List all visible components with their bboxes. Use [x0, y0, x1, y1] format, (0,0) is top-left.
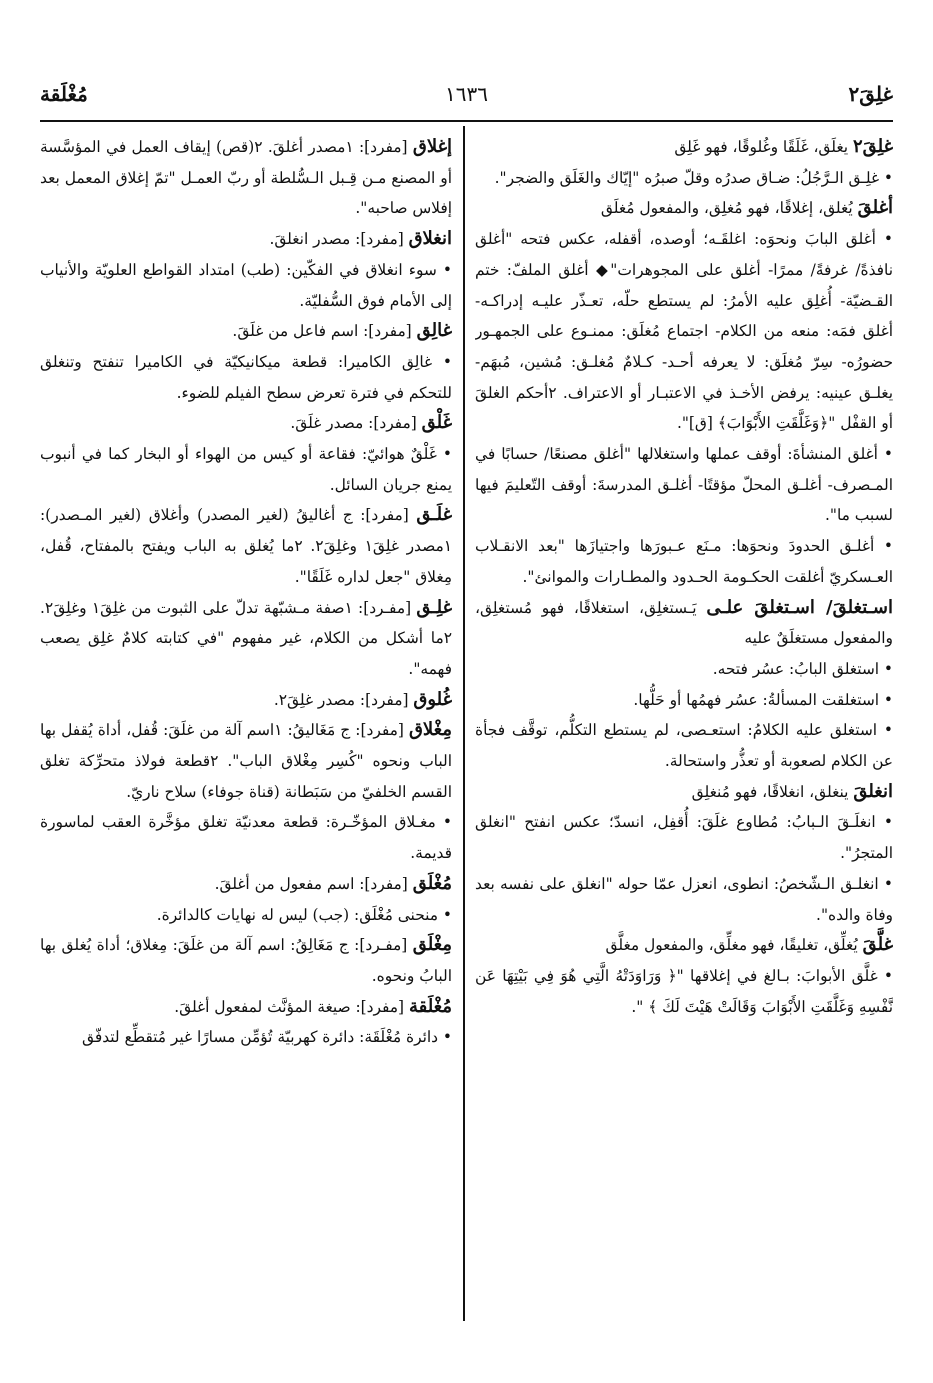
entry-text: [مفـرد]: ١صفة مـشبّهة تدلّ على الثبوت من غلِقَ١ وغلِقَ٢. ٢ما أشكل من الكلام، غير مفهوم "في كتابته كلامٌ غلِق يصعب فهمه". — [40, 598, 452, 678]
dictionary-entry — [475, 777, 893, 808]
entry-text: [مفرد]: مصدر انغلقَ. — [269, 230, 409, 249]
header-rule — [40, 120, 893, 122]
entry-text: • غلِـق الـرَّجُلُ: ضـاق صدرُه وقلّ صبرُه "إيّاك والغَلَق والضجر". — [494, 168, 893, 187]
dictionary-entry — [40, 408, 452, 439]
entry-text: [مفرد]: صيغة المؤنَّث لمفعول أغلقَ. — [174, 997, 409, 1016]
entry-sense — [40, 347, 452, 408]
entry-text: يُغلق، إغلاقًا، فهو مُغلِق، والمفعول مُغلَق — [600, 199, 858, 218]
entry-text: ينغلق، انغلاقًا، فهو مُنغلِق — [691, 782, 854, 801]
entry-headword: انغلقَ — [853, 780, 893, 802]
entry-text: • دائرة مُغْلَقَة: دائرة كهربيّة تُؤمِّن مسارًا غير مُتقطِّع لتدفّق — [82, 1028, 452, 1047]
entry-text: [مفرد]: اسم مفعول من أغلقَ. — [214, 874, 413, 893]
page-header — [40, 82, 893, 118]
entry-text: • مغـلاق المؤخّـرة: قطعة معدنيّة تغلق مؤخَّرة العقب لماسورة قديمة. — [40, 813, 452, 863]
entry-sense — [475, 439, 893, 531]
dictionary-entry — [475, 593, 893, 654]
entry-sense — [475, 715, 893, 776]
entry-sense — [40, 439, 452, 500]
dictionary-entry — [475, 132, 893, 163]
entry-text: • انغلـق الـشّخصُ: انطوى، انعزل عمّا حوله "انغلق على نفسه بعد وفاة والده". — [475, 874, 893, 924]
dictionary-entry — [40, 316, 452, 347]
entry-text: • انغلَـقَ الـبابُ: مُطاوع غلَقَ: أُقفِل، انسدّ؛ عكس انفتح "انغلق المتجرُ". — [475, 813, 893, 863]
entry-sense — [475, 654, 893, 685]
column-divider — [463, 126, 465, 1321]
entry-headword: مِغْلاق — [408, 719, 452, 741]
page-number: ١٦٣٦ — [445, 82, 488, 106]
entry-headword: مُغْلَقة — [408, 995, 452, 1017]
dictionary-entry — [40, 224, 452, 255]
entry-headword: غالِق — [416, 320, 452, 342]
dictionary-entry — [40, 685, 452, 716]
entry-headword: إغلاق — [412, 136, 452, 157]
entry-text: يَـستغلِق، استغلاقًا، فهو مُستغلِق، والمفعول مستغلَقٌ عليه — [475, 598, 893, 648]
entry-sense — [40, 807, 452, 868]
entry-text: [مفرد]: مصدر غلِقَ٢. — [273, 690, 414, 709]
entry-text: [مفـرد]: ج مَغَالِقُ: اسم آلة من غلَقَ: مِغلاق؛ أداة يُغلق بها البابُ ونحوه. — [40, 936, 452, 985]
entry-headword: غلَّقَ — [862, 934, 893, 956]
entry-sense — [40, 900, 452, 931]
entry-text: يُغلِّق، تغليقًا، فهو مغلِّق، والمفعول مغلَّق — [605, 936, 863, 955]
entry-sense — [475, 869, 893, 930]
entry-headword: غلِقَ٢ — [852, 136, 893, 157]
entry-headword: انغلاق — [408, 228, 452, 250]
entry-headword: أغلقَ — [857, 197, 893, 219]
entry-headword: غَلْق — [421, 412, 452, 434]
entry-headword: مِغْلَق — [412, 934, 452, 956]
entry-text: • غلَّق الأبوابَ: بـالغ في إغلاقها "﴿ وَرَاوَدَتْهُ الَّتِي هُوَ فِي بَيْتِهَا عَن نَّفْسِهِ وَغَلَّقَتِ الأَبْوَابَ وَقَالَتْ هَيْتَ لَكَ ﴾ ". — [475, 966, 893, 1016]
dictionary-entry — [40, 132, 452, 224]
entry-sense — [475, 961, 893, 1022]
entry-text: • أغلـق الحدودَ ونحوَها: مـنَع عـبورَها واجتيازَها "بعد الانقـلاب العـسكريّ أغلقت الحكـومة الحـدود والمطـارات والموانئ". — [475, 537, 893, 586]
last-headword: مُغْلَقة — [40, 82, 88, 106]
entry-sense — [475, 163, 893, 194]
dictionary-entry — [40, 930, 452, 991]
entry-sense — [475, 224, 893, 439]
entry-text: • استغلق البابُ: عسُر فتحه. — [712, 659, 893, 678]
entry-text: [مفرد]: ج أغاليقُ (لغير المصدر) وأغلاق (لغير المـصدر): ١مصدر غلِقَ١ وغلِقَ٢. ٢ما يُغلق به الباب ويفتح بالمفتاح، قُفل، مِغلاق "جعل لداره غَلَقًا". — [40, 506, 452, 586]
entry-headword: اسـتغلقَ/ اسـتغلقَ علـى — [706, 596, 893, 618]
entry-headword: غُلوق — [413, 688, 452, 710]
entry-sense — [475, 685, 893, 716]
entry-text: • أغلق البابَ ونحوَه: اغلقَـه؛ أوصده، أقفله، عكس فتحه "أغلق نافذةً/ غرفةً/ ممرًا- أغلق على المجوهرات"◆ أغلق الملفّ: ختم القـضيّة- أُغلِق عليه الأمرُ: لم يستطع حلّه، تعـذّر عليـه إدراكـه- أغلق فمَه: منعه من الكلام- اجتماع مُغلَق: ممنـوع على الجمهـور حضورُه- سِرّ مُغلَق: لا يعرفه أحـد- كـلامٌ مُغلـق: مُشين، مُبهَم- يغلـق عينيه: يرفض الأخـذ في الاعتبـار أو الاعتراف. ٢أحكم الغلقَ أو القفْل "﴿وَغَلَّقَتِ الأَبْوَابَ﴾ [ق]". — [475, 230, 893, 433]
entry-sense — [40, 1022, 452, 1053]
entry-text: • منحنى مُغْلَق: (جب) ليس له نهايات كالدائرة. — [156, 905, 452, 924]
entry-text: [مفرد]: ١مصدر أغلقَ. ٢(قص) إيقاف العمل في المؤسَّسة أو المصنع مـن قِـبل الـسُّلطة أو ربّ العمـل "تمّ إغلاق المعمل بعد إفلاس صاحبه". — [40, 138, 452, 218]
left-column — [40, 132, 452, 1322]
entry-text: يغلَق، غَلَقًا وغُلوقًا، فهو غَلِق — [674, 138, 853, 156]
entry-headword: غلِـق — [416, 596, 452, 618]
right-column — [475, 132, 893, 1322]
entry-text: [مفرد]: ج مَغَاليقُ: ١اسم آلة من غلَقَ: قُفل، أداة يُقفل بها الباب ونحوه "كُسِر مِغْلاق الباب". ٢قطعة فولاذ متحرِّكة تغلق القسم الخلفيّ من سَبَطانة (قناة جوفاء) سلاح ناريّ. — [40, 721, 452, 801]
entry-text: [مفرد]: اسم فاعل من غلَقَ. — [232, 322, 417, 341]
dictionary-entry — [40, 715, 452, 807]
dictionary-entry — [40, 500, 452, 592]
entry-text: [مفرد]: مصدر غلَقَ. — [290, 414, 422, 433]
entry-headword: مُغْلَق — [412, 872, 452, 894]
dictionary-entry — [475, 930, 893, 961]
entry-text: • سوء انغلاق في الفكّين: (طب) امتداد القواطع العلويّة والأنياب إلى الأمام فوق السُّفليّة. — [40, 260, 452, 310]
dictionary-entry — [40, 992, 452, 1023]
entry-text: • استغلق عليه الكلامُ: استعـصى، لم يستطع التكلُّم، توقَّف فجأة عن الكلام لصعوبة أو تعذُّر واستحالة. — [475, 721, 893, 771]
entry-headword: غلَـق — [416, 504, 452, 526]
entry-text: • غَلْقٌ هوائيّ: فقاعة أو كيس من الهواء أو البخار كما في أنبوب يمنع جريان السائل. — [40, 445, 452, 494]
entry-sense — [475, 807, 893, 868]
entry-text: • أغلق المنشأةَ: أوقف عملها واستغلالها "أغلق مصنعًا/ حسابًا في المـصرف- أغلـق المحلّ مؤقتًا- أغلـق المدرسةَ: أوقف التّعليمَ فيها لسبب ما". — [475, 445, 893, 525]
entry-text: • غالِق الكاميرا: قطعة ميكانيكيّة في الكاميرا تنفتح وتنغلق للتحكم في فترة تعرض سطح الفيلم للضوء. — [40, 352, 452, 402]
entry-sense — [40, 255, 452, 316]
dictionary-entry — [40, 869, 452, 900]
dictionary-entry — [475, 193, 893, 224]
entry-text: • استغلقت المسألةُ: عسُر فهمُها أو حَلُّها. — [633, 690, 893, 709]
entry-sense — [475, 531, 893, 592]
dictionary-entry — [40, 593, 452, 685]
first-headword: غلِقَ٢ — [848, 82, 893, 106]
